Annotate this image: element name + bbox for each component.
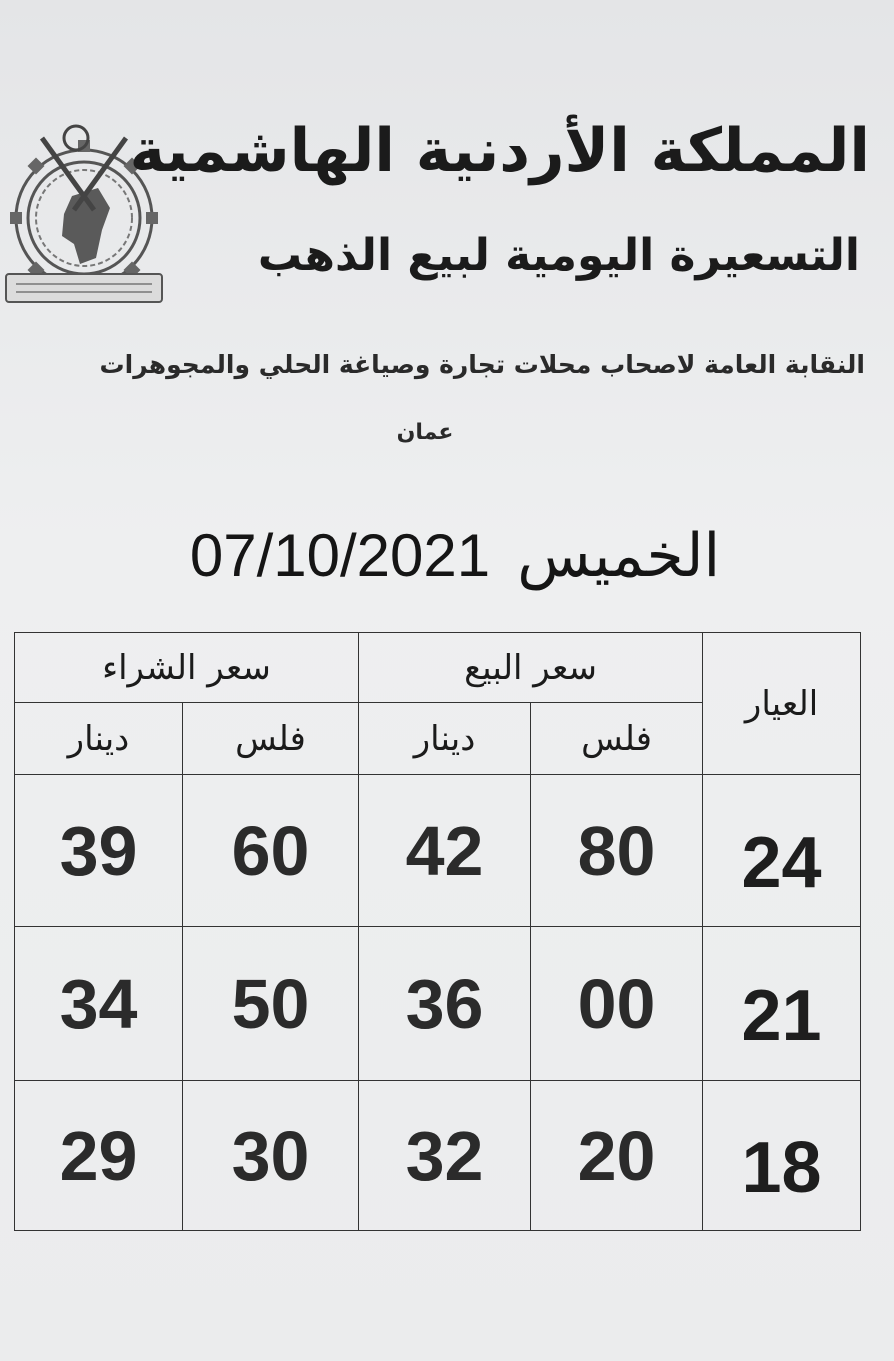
day-name: الخميس: [517, 521, 721, 591]
karat-header: العيار: [703, 633, 861, 775]
sell-fils-value: 80: [531, 775, 703, 927]
sell-dinar-value: 36: [359, 927, 531, 1081]
table-row: [15, 775, 861, 927]
karat-value: 21: [703, 927, 861, 1081]
buy-dinar-value: 34: [15, 927, 183, 1081]
karat-value: 18: [703, 1081, 861, 1231]
gold-price-table: [14, 632, 861, 1231]
sell-dinar-value: 32: [359, 1081, 531, 1231]
buy-dinar-value: 39: [15, 775, 183, 927]
page-subtitle: التسعيرة اليومية لبيع الذهب: [257, 230, 860, 281]
date-value: 07/10/2021: [189, 522, 491, 589]
karat-value: 24: [703, 775, 861, 927]
buy-fils-value: 50: [183, 927, 359, 1081]
sell-price-header: سعر البيع: [359, 633, 703, 703]
page-title: المملكة الأردنية الهاشمية: [129, 116, 870, 186]
sell-fils-value: 20: [531, 1081, 703, 1231]
sell-dinar-value: 42: [359, 775, 531, 927]
buy-dinar-value: 29: [15, 1081, 183, 1231]
buy-price-header: سعر الشراء: [15, 633, 359, 703]
buy-fils-value: 60: [183, 775, 359, 927]
table-row: [15, 1081, 861, 1231]
buy-fils-value: 30: [183, 1081, 359, 1231]
date-line: [120, 520, 790, 592]
sell-fils-header: فلس: [531, 703, 703, 775]
buy-dinar-header: دينار: [15, 703, 183, 775]
organization-name: النقابة العامة لاصحاب محلات تجارة وصياغة الحلي والمجوهرات: [99, 350, 865, 379]
city-name: عمان: [396, 420, 454, 445]
buy-fils-header: فلس: [183, 703, 359, 775]
sell-fils-value: 00: [531, 927, 703, 1081]
table-row: [15, 927, 861, 1081]
sell-dinar-header: دينار: [359, 703, 531, 775]
